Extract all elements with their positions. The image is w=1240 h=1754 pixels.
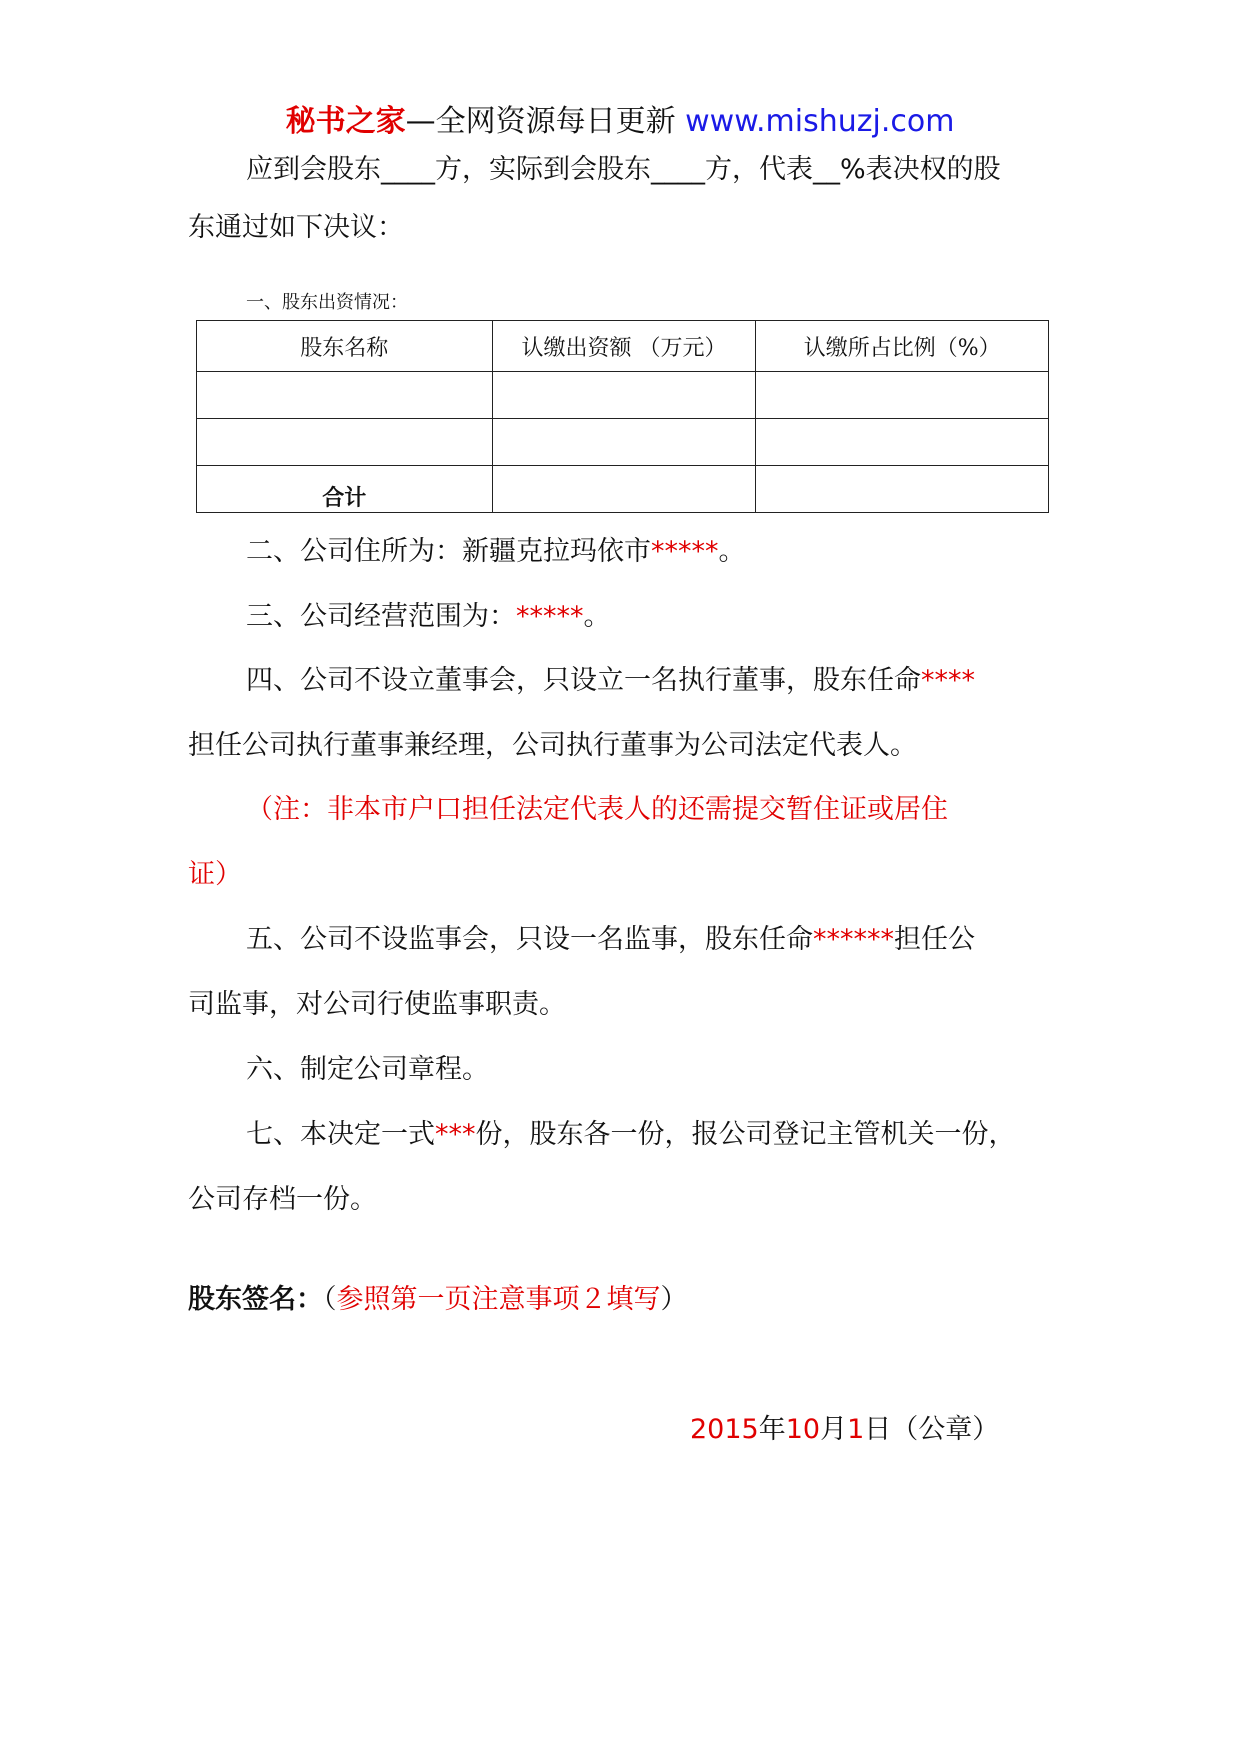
table-row: [197, 419, 1049, 466]
address-placeholder: *****: [651, 536, 719, 567]
column-header-capital-ratio: 认缴所占比例（%）: [756, 321, 1049, 372]
section-3-scope: [246, 597, 611, 637]
shareholder-signature: [188, 1280, 688, 1320]
table-cell[interactable]: [492, 372, 756, 419]
scope-placeholder: *****: [516, 601, 584, 632]
section-5-suffix: 担任公: [894, 924, 975, 955]
signature-open-paren: （: [323, 1284, 337, 1315]
date-year-unit: 年: [758, 1414, 786, 1445]
supervisor-placeholder: ******: [813, 924, 894, 955]
director-placeholder: ****: [921, 665, 975, 696]
copies-placeholder: ***: [435, 1119, 476, 1150]
section-7-line-2: 公司存档一份。: [188, 1184, 377, 1215]
document-date: [690, 1410, 999, 1450]
date-month-unit: 月: [820, 1414, 848, 1445]
brand-name: 秘书之家: [285, 104, 406, 139]
intro-line-1: 应到会股东____方，实际到会股东____方，代表__%表决权的股: [246, 154, 1001, 185]
section-5-line-1: [246, 920, 975, 960]
table-cell[interactable]: [756, 466, 1049, 513]
section-4-text: 四、公司不设立董事会，只设立一名执行董事，股东任命: [246, 665, 921, 696]
date-year: 2015: [690, 1414, 759, 1445]
section-7-text: 七、本决定一式: [246, 1119, 435, 1150]
section-5-line-2: 司监事，对公司行使监事职责。: [188, 989, 566, 1020]
page-header: [0, 100, 1240, 144]
intro-line-2: 东通过如下决议：: [188, 212, 404, 243]
date-day: 1: [847, 1414, 865, 1445]
section-2-suffix: 。: [718, 536, 746, 567]
section-2-address: [246, 532, 746, 572]
website-link[interactable]: www.mishuzj.com: [685, 104, 955, 139]
column-header-capital-amount: 认缴出资额 （万元）: [492, 321, 756, 372]
section-4-line-2: 担任公司执行董事兼经理，公司执行董事为公司法定代表人。: [188, 730, 917, 761]
section-6: 六、制定公司章程。: [246, 1054, 489, 1085]
table-header-row: [197, 321, 1049, 372]
header-slogan: —全网资源每日更新: [405, 104, 676, 139]
note-line-2: 证）: [188, 859, 242, 890]
shareholder-investment-table: [196, 320, 1049, 513]
section-1-title: 一、股东出资情况：: [246, 292, 408, 313]
table-cell[interactable]: [492, 419, 756, 466]
section-5-text: 五、公司不设监事会，只设一名监事，股东任命: [246, 924, 813, 955]
signature-label: 股东签名：: [188, 1284, 323, 1315]
section-3-suffix: 。: [583, 601, 611, 632]
date-month: 10: [785, 1414, 821, 1445]
table-cell[interactable]: [756, 419, 1049, 466]
signature-hint: 参照第一页注意事项２填写: [336, 1284, 661, 1315]
section-2-text: 二、公司住所为：新疆克拉玛依市: [246, 536, 651, 567]
table-row: [197, 372, 1049, 419]
section-4-line-1: [246, 661, 975, 701]
section-3-text: 三、公司经营范围为：: [246, 601, 516, 632]
table-cell[interactable]: [492, 466, 756, 513]
table-cell[interactable]: [197, 419, 493, 466]
signature-close-paren: ）: [660, 1284, 688, 1315]
total-label: 合计: [197, 466, 493, 513]
note-line-1: （注：非本市户口担任法定代表人的还需提交暂住证或居住: [246, 794, 948, 825]
table-cell[interactable]: [756, 372, 1049, 419]
section-7-line-1: [246, 1115, 1016, 1155]
date-day-unit: 日: [864, 1414, 892, 1445]
section-7-suffix: 份，股东各一份，报公司登记主管机关一份，: [475, 1119, 1016, 1150]
table-total-row: [197, 466, 1049, 513]
table-cell[interactable]: [197, 372, 493, 419]
column-header-shareholder-name: 股东名称: [197, 321, 493, 372]
company-seal-label: （公章）: [891, 1414, 1000, 1445]
